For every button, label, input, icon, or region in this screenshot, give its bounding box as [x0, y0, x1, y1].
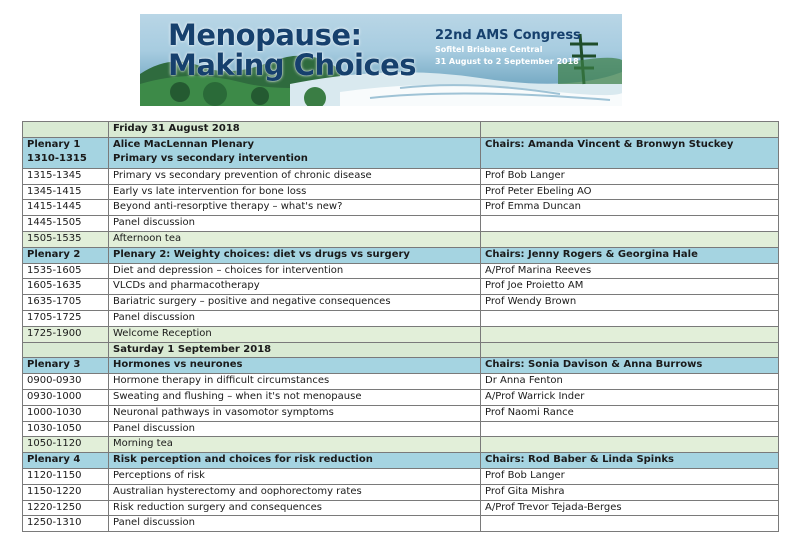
time-cell — [23, 137, 109, 168]
banner-venue: Sofitel Brisbane Central — [435, 45, 543, 54]
banner-dates: 31 August to 2 September 2018 — [435, 57, 579, 66]
session-row — [23, 421, 779, 437]
time-text: Plenary 1 — [27, 138, 81, 150]
time-cell — [23, 200, 109, 216]
speaker-text: Dr Anna Fenton — [485, 375, 563, 387]
title-cell — [109, 200, 481, 216]
time-text: 1315-1345 — [27, 169, 82, 181]
session-row — [23, 295, 779, 311]
title-text: VLCDs and pharmacotherapy — [113, 280, 260, 292]
time-text: 1250-1310 — [27, 517, 82, 529]
title-cell — [109, 231, 481, 247]
plenary-header-row — [23, 358, 779, 374]
session-row — [23, 468, 779, 484]
title-cell — [109, 216, 481, 232]
time-cell — [23, 231, 109, 247]
time-cell — [23, 421, 109, 437]
speaker-cell — [481, 184, 779, 200]
session-row — [23, 200, 779, 216]
speaker-text: Prof Peter Ebeling AO — [485, 185, 592, 197]
banner-congress: 22nd AMS Congress — [435, 28, 581, 43]
session-row — [23, 279, 779, 295]
speaker-cell — [481, 468, 779, 484]
time-text: 0900-0930 — [27, 375, 82, 387]
time-text: Plenary 2 — [27, 248, 81, 260]
speaker-cell — [481, 389, 779, 405]
time-text: Plenary 3 — [27, 359, 81, 371]
time-cell — [23, 168, 109, 184]
program-table — [22, 121, 779, 532]
title-text-secondary: Primary vs secondary intervention — [113, 152, 308, 164]
title-cell — [109, 468, 481, 484]
time-cell — [23, 453, 109, 469]
title-cell — [109, 326, 481, 342]
session-row — [23, 374, 779, 390]
speaker-cell — [481, 421, 779, 437]
time-cell — [23, 216, 109, 232]
time-text: 1705-1725 — [27, 311, 82, 323]
session-row — [23, 168, 779, 184]
speaker-text: Prof Wendy Brown — [485, 296, 577, 308]
speaker-text: Chairs: Sonia Davison & Anna Burrows — [485, 359, 703, 371]
banner-title-line2: Making Choices — [168, 48, 417, 82]
title-text: Panel discussion — [113, 422, 195, 434]
speaker-text: Chairs: Rod Baber & Linda Spinks — [485, 454, 674, 466]
speaker-text: Prof Bob Langer — [485, 469, 565, 481]
time-text: 1725-1900 — [27, 327, 82, 339]
time-text: 1000-1030 — [27, 406, 82, 418]
time-cell — [23, 374, 109, 390]
speaker-cell — [481, 216, 779, 232]
session-row — [23, 500, 779, 516]
title-text: Risk reduction surgery and consequences — [113, 501, 323, 513]
time-text: Plenary 4 — [27, 454, 81, 466]
speaker-text: A/Prof Trevor Tejada-Berges — [485, 501, 622, 513]
title-cell — [109, 295, 481, 311]
time-text: 1150-1220 — [27, 485, 82, 497]
title-cell — [109, 437, 481, 453]
title-cell — [109, 484, 481, 500]
speaker-cell — [481, 263, 779, 279]
session-row — [23, 405, 779, 421]
title-text: Perceptions of risk — [113, 469, 205, 481]
title-text: Early vs late intervention for bone loss — [113, 185, 307, 197]
title-text: Hormones vs neurones — [113, 359, 243, 371]
session-row — [23, 310, 779, 326]
session-row — [23, 216, 779, 232]
speaker-text: A/Prof Marina Reeves — [485, 264, 592, 276]
title-cell — [109, 279, 481, 295]
plenary-header-row — [23, 453, 779, 469]
title-cell — [109, 342, 481, 358]
time-cell — [23, 358, 109, 374]
title-text: Friday 31 August 2018 — [113, 123, 240, 134]
time-text: 1535-1605 — [27, 264, 82, 276]
speaker-cell — [481, 310, 779, 326]
time-text: 1635-1705 — [27, 296, 82, 308]
title-cell — [109, 421, 481, 437]
title-cell — [109, 453, 481, 469]
title-cell — [109, 247, 481, 263]
break-row — [23, 231, 779, 247]
title-text: Plenary 2: Weighty choices: diet vs drugs vs surgery — [113, 248, 410, 260]
time-cell — [23, 310, 109, 326]
time-cell — [23, 468, 109, 484]
session-row — [23, 184, 779, 200]
title-text: Sweating and flushing – when it's not menopause — [113, 390, 362, 402]
day-header-row — [23, 342, 779, 358]
time-text: 1050-1120 — [27, 438, 82, 450]
title-text: Alice MacLennan Plenary — [113, 138, 255, 150]
time-cell — [23, 263, 109, 279]
speaker-cell — [481, 279, 779, 295]
title-cell — [109, 389, 481, 405]
time-cell — [23, 122, 109, 138]
speaker-cell — [481, 342, 779, 358]
title-cell — [109, 516, 481, 532]
speaker-text: Chairs: Amanda Vincent & Bronwyn Stuckey — [485, 138, 734, 150]
time-cell — [23, 484, 109, 500]
break-row — [23, 326, 779, 342]
title-text: Hormone therapy in difficult circumstances — [113, 375, 330, 387]
title-text: Primary vs secondary prevention of chronic disease — [113, 169, 372, 181]
title-text: Bariatric surgery – positive and negative consequences — [113, 296, 391, 308]
speaker-cell — [481, 122, 779, 138]
speaker-cell — [481, 516, 779, 532]
title-text: Saturday 1 September 2018 — [113, 343, 272, 355]
title-text: Afternoon tea — [113, 232, 182, 244]
day-header-row — [23, 122, 779, 138]
title-text: Beyond anti-resorptive therapy – what's new? — [113, 201, 343, 213]
title-text: Panel discussion — [113, 217, 195, 229]
banner-title-line1: Menopause: — [168, 18, 362, 52]
title-cell — [109, 122, 481, 138]
time-text: 1120-1150 — [27, 469, 82, 481]
plenary-header-row — [23, 247, 779, 263]
program-body — [23, 122, 779, 532]
plenary-header-row — [23, 137, 779, 168]
time-cell — [23, 437, 109, 453]
time-cell — [23, 279, 109, 295]
session-row — [23, 389, 779, 405]
time-text: 1345-1415 — [27, 185, 82, 197]
speaker-cell — [481, 358, 779, 374]
time-text: 1030-1050 — [27, 422, 82, 434]
congress-banner — [140, 14, 622, 106]
session-row — [23, 263, 779, 279]
speaker-cell — [481, 295, 779, 311]
time-cell — [23, 295, 109, 311]
title-cell — [109, 405, 481, 421]
speaker-cell — [481, 500, 779, 516]
title-cell — [109, 184, 481, 200]
speaker-cell — [481, 168, 779, 184]
time-cell — [23, 389, 109, 405]
title-text: Panel discussion — [113, 517, 195, 529]
title-text: Panel discussion — [113, 311, 195, 323]
speaker-text: Chairs: Jenny Rogers & Georgina Hale — [485, 248, 698, 260]
speaker-text: Prof Bob Langer — [485, 169, 565, 181]
title-cell — [109, 263, 481, 279]
time-text: 1415-1445 — [27, 201, 82, 213]
speaker-cell — [481, 484, 779, 500]
time-cell — [23, 500, 109, 516]
session-row — [23, 484, 779, 500]
title-cell — [109, 137, 481, 168]
speaker-cell — [481, 231, 779, 247]
time-cell — [23, 326, 109, 342]
time-text: 0930-1000 — [27, 390, 82, 402]
time-text: 1605-1635 — [27, 280, 82, 292]
time-cell — [23, 247, 109, 263]
title-text: Morning tea — [113, 438, 173, 450]
time-text: 1505-1535 — [27, 232, 82, 244]
speaker-cell — [481, 326, 779, 342]
title-text: Diet and depression – choices for intervention — [113, 264, 344, 276]
title-text: Neuronal pathways in vasomotor symptoms — [113, 406, 334, 418]
time-cell — [23, 405, 109, 421]
speaker-text: Prof Emma Duncan — [485, 201, 582, 213]
title-text: Australian hysterectomy and oophorectomy rates — [113, 485, 362, 497]
title-text: Welcome Reception — [113, 327, 212, 339]
title-cell — [109, 374, 481, 390]
title-cell — [109, 358, 481, 374]
time-cell — [23, 342, 109, 358]
title-cell — [109, 310, 481, 326]
time-text: 1445-1505 — [27, 217, 82, 229]
title-cell — [109, 168, 481, 184]
speaker-cell — [481, 137, 779, 168]
time-cell — [23, 184, 109, 200]
break-row — [23, 437, 779, 453]
time-text-secondary: 1310-1315 — [27, 152, 87, 164]
title-cell — [109, 500, 481, 516]
speaker-cell — [481, 374, 779, 390]
session-row — [23, 516, 779, 532]
speaker-cell — [481, 247, 779, 263]
time-text: 1220-1250 — [27, 501, 82, 513]
speaker-text: Prof Naomi Rance — [485, 406, 574, 418]
speaker-cell — [481, 437, 779, 453]
speaker-text: A/Prof Warrick Inder — [485, 390, 585, 402]
speaker-cell — [481, 200, 779, 216]
title-text: Risk perception and choices for risk reduction — [113, 454, 373, 466]
speaker-text: Prof Joe Proietto AM — [485, 280, 584, 292]
speaker-text: Prof Gita Mishra — [485, 485, 565, 497]
speaker-cell — [481, 453, 779, 469]
speaker-cell — [481, 405, 779, 421]
time-cell — [23, 516, 109, 532]
